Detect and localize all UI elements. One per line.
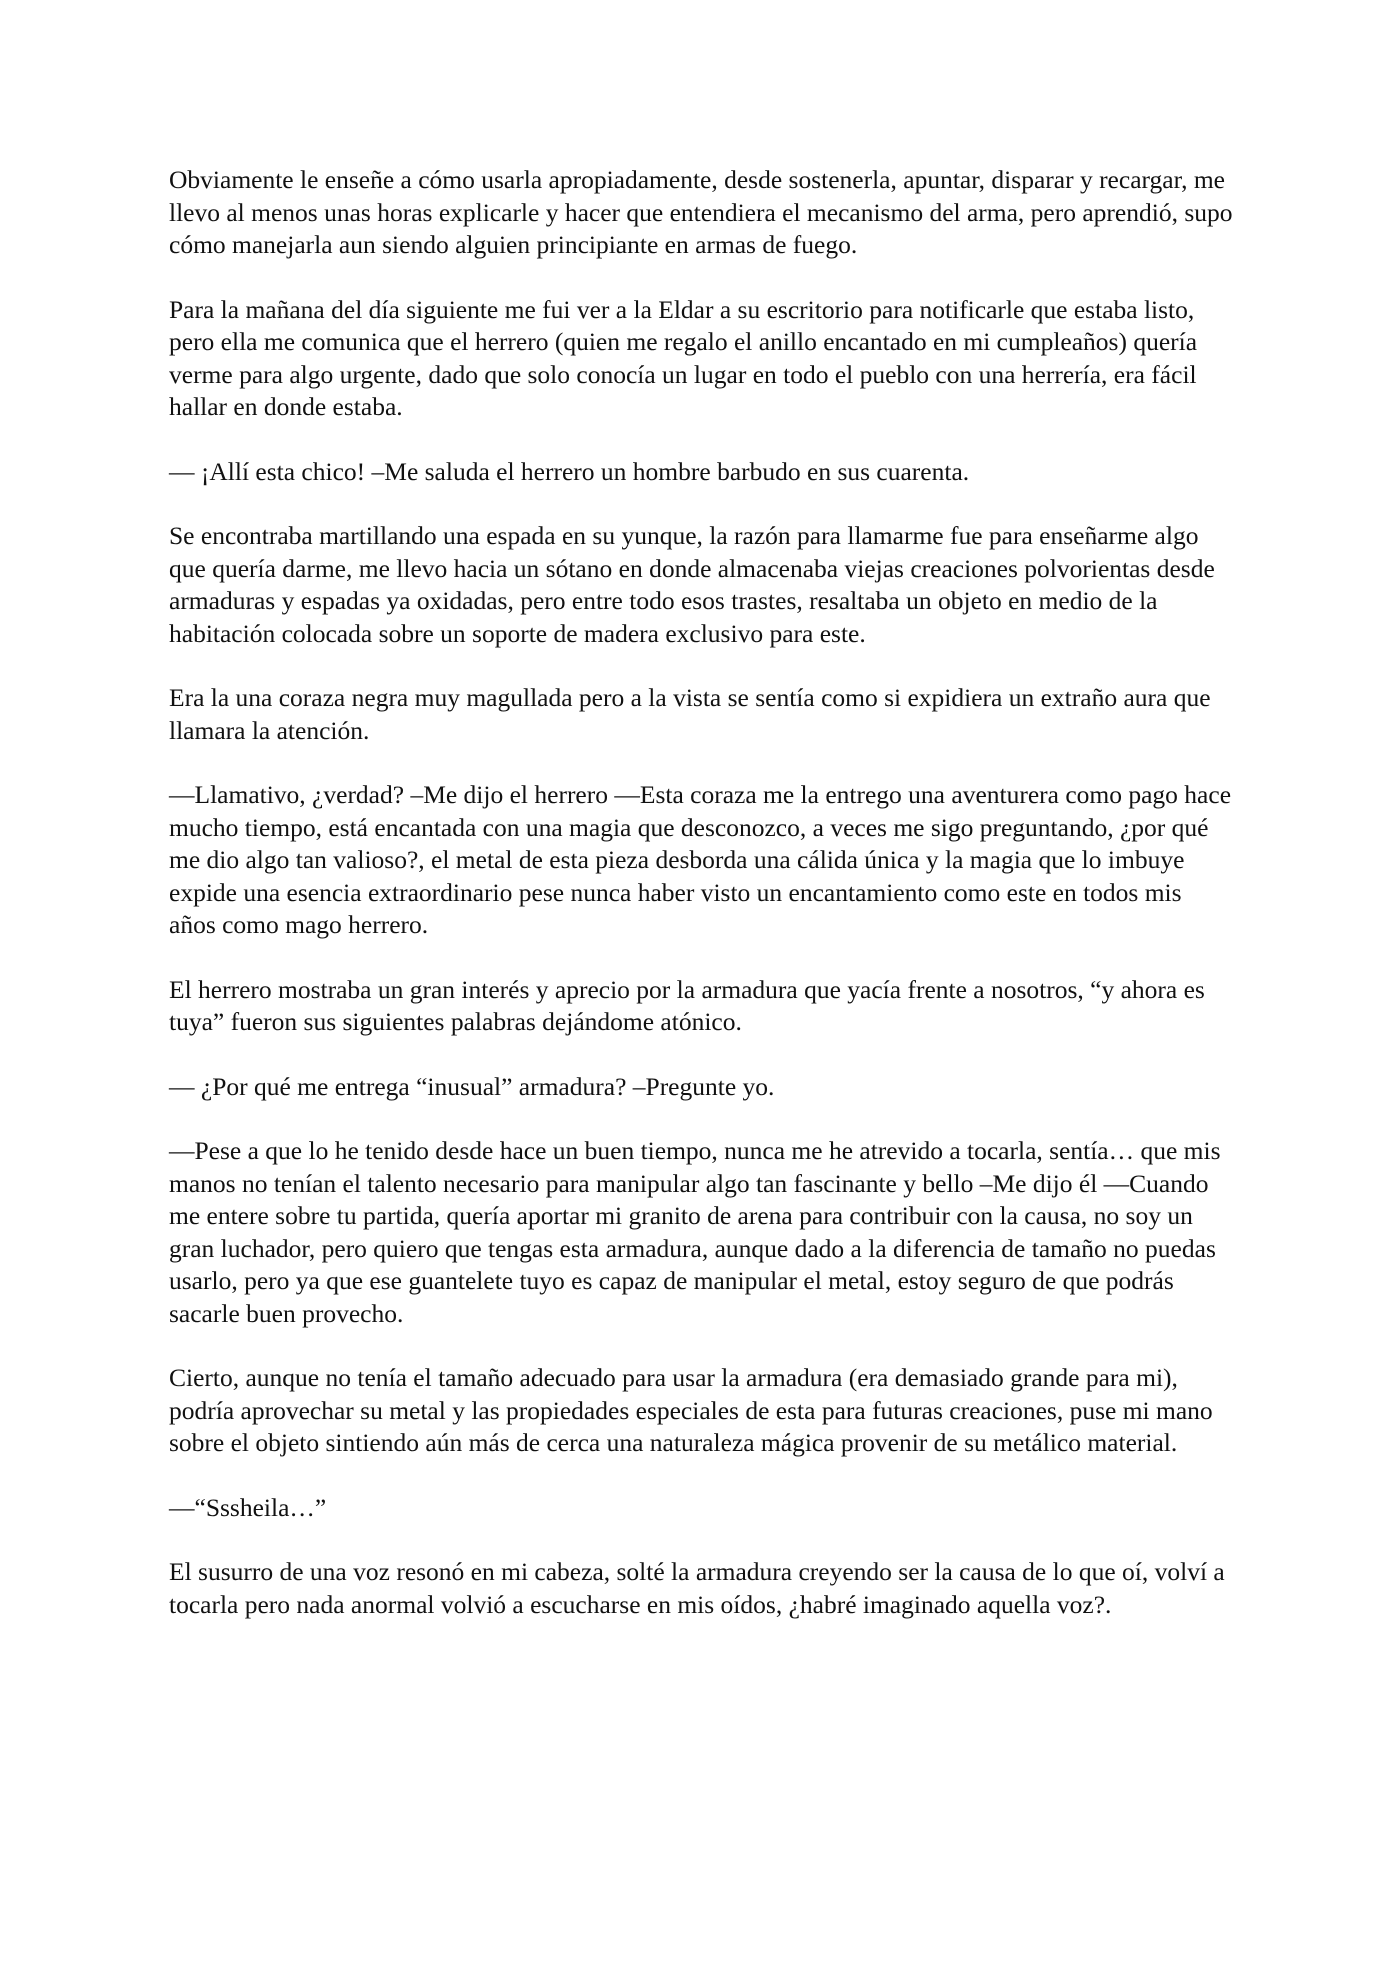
paragraph: Era la una coraza negra muy magullada pero a la vista se sentía como si expidiera un extraño aura que llamara la atención. [169, 683, 1211, 745]
paragraph: Para la mañana del día siguiente me fui ver a la Eldar a su escritorio para notificarle que estaba listo, pero ella me comunica que el herrero (quien me regalo el anillo encantado en mi cumpleaños) quería verme para algo urgente, dado que solo conocía un lugar en todo el pueblo con una herrería, era fácil hallar en donde estaba. [169, 294, 1198, 421]
dialogue-paragraph: —Pese a que lo he tenido desde hace un buen tiempo, nunca me he atrevido a tocarla, sentía… que mis manos no tenían el talento necesario para manipular algo tan fascinante y bello –Me dijo él —Cuando me entere sobre tu partida, quería aportar mi granito de arena para contribuir con la causa, no soy un gran luchador, pero quiero que tengas esta armadura, aunque dado a la diferencia de tamaño no puedas usarlo, pero ya que ese guantelete tuyo es capaz de manipular el metal, estoy seguro de que podrás sacarle buen provecho. [169, 1136, 1221, 1328]
paragraph: Se encontraba martillando una espada en su yunque, la razón para llamarme fue para enseñarme algo que quería darme, me llevo hacia un sótano en donde almacenaba viejas creaciones polvorientas desde armaduras y espadas ya oxidadas, pero entre todo esos trastes, resaltaba un objeto en medio de la habitación colocada sobre un soporte de madera exclusivo para este. [169, 521, 1215, 648]
paragraph: Obviamente le enseñe a cómo usarla apropiadamente, desde sostenerla, apuntar, disparar y recargar, me llevo al menos unas horas explicarle y hacer que entendiera el mecanismo del arma, pero aprendió, supo cómo manejarla aun siendo alguien principiante en armas de fuego. [169, 165, 1233, 259]
dialogue-paragraph: —Llamativo, ¿verdad? –Me dijo el herrero —Esta coraza me la entrego una aventurera como pago hace mucho tiempo, está encantada con una magia que desconozco, a veces me sigo preguntando, ¿por qué me dio algo tan valioso?, el metal de esta pieza desborda una cálida única y la magia que lo imbuye expide una esencia extraordinario pese nunca haber visto un encantamiento como este en todos mis años como mago herrero. [169, 780, 1232, 939]
document-body [169, 164, 1233, 1653]
dialogue-paragraph: — ¡Allí esta chico! –Me saluda el herrero un hombre barbudo en sus cuarenta. [169, 456, 970, 486]
dialogue-paragraph: — ¿Por qué me entrega “inusual” armadura? –Pregunte yo. [169, 1071, 775, 1101]
paragraph: El susurro de una voz resonó en mi cabeza, solté la armadura creyendo ser la causa de lo que oí, volví a tocarla pero nada anormal volvió a escucharse en mis oídos, ¿habré imaginado aquella voz?. [169, 1557, 1225, 1619]
paragraph: Cierto, aunque no tenía el tamaño adecuado para usar la armadura (era demasiado grande para mi), podría aprovechar su metal y las propiedades especiales de esta para futuras creaciones, puse mi mano sobre el objeto sintiendo aún más de cerca una naturaleza mágica provenir de su metálico material. [169, 1363, 1213, 1457]
dialogue-paragraph: —“Sssheila…” [169, 1492, 327, 1522]
paragraph: El herrero mostraba un gran interés y aprecio por la armadura que yacía frente a nosotros, “y ahora es tuya” fueron sus siguientes palabras dejándome atónico. [169, 974, 1205, 1036]
